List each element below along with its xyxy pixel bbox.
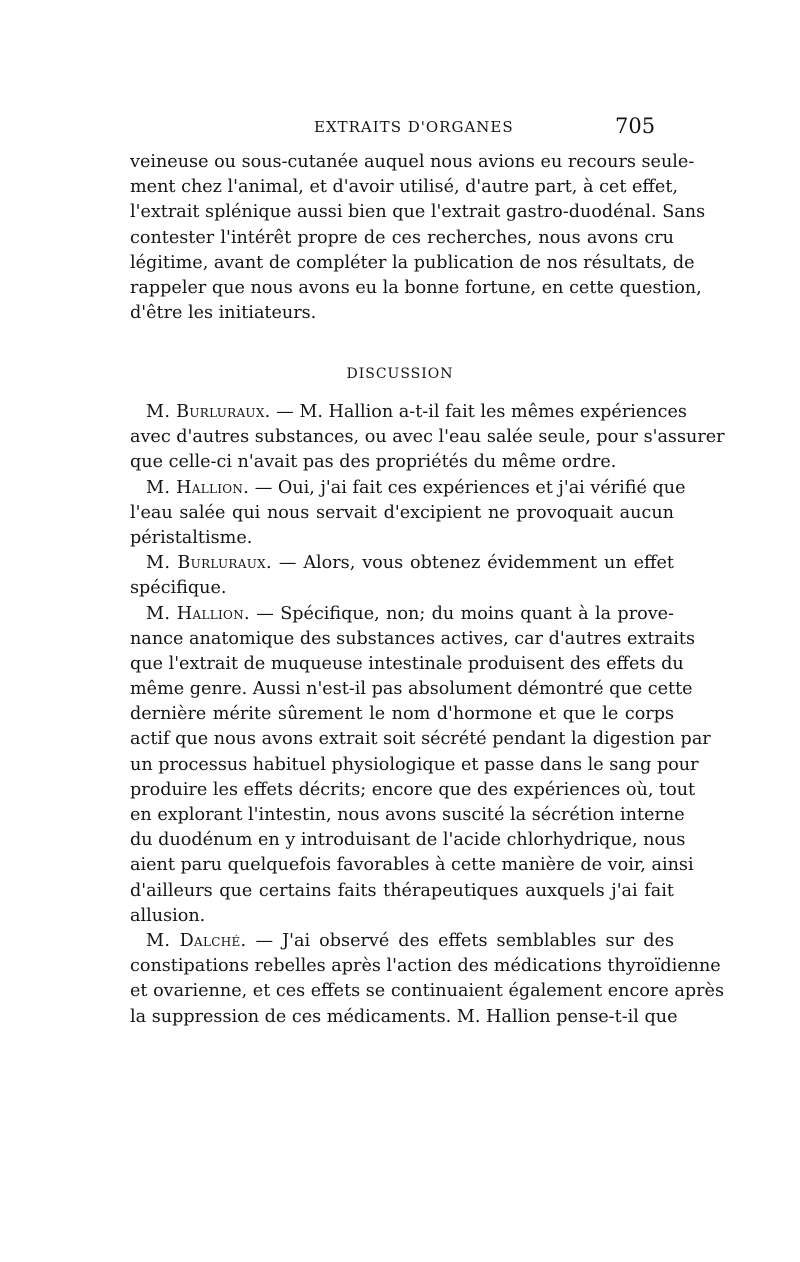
- text-line: légitime, avant de compléter la publication de nos résultats, de: [130, 252, 695, 273]
- text-line: allusion.: [130, 905, 206, 926]
- text-line: actif que nous avons extrait soit sécrété pendant la digestion par: [130, 729, 711, 750]
- text-line: ment chez l'animal, et d'avoir utilisé, d'autre part, à cet effet,: [130, 177, 678, 198]
- text-line: spécifique.: [130, 578, 227, 599]
- text-line: du duodénum en y introduisant de l'acide chlorhydrique, nous: [130, 830, 686, 851]
- text-line: la suppression de ces médicaments. M. Hallion pense-t-il que: [130, 1006, 678, 1027]
- text-line: rappeler que nous avons eu la bonne fortune, en cette question,: [130, 277, 702, 298]
- speech-text: — Alors, vous obtenez évidemment un effet: [278, 553, 675, 574]
- speaker-name: M. Hallion.: [146, 477, 250, 498]
- text-line: d'ailleurs que certains faits thérapeutiques auxquels j'ai fait: [130, 880, 674, 901]
- paragraph-first-line: [130, 929, 674, 954]
- text-line: même genre. Aussi n'est-il pas absolument démontré que cette: [130, 679, 693, 700]
- text-line: que celle-ci n'avait pas des propriétés du même ordre.: [130, 452, 617, 473]
- text-line: constipations rebelles après l'action des médications thyroïdienne: [130, 956, 721, 977]
- text-line: que l'extrait de muqueuse intestinale produisent des effets du: [130, 653, 684, 674]
- text-line: nance anatomique des substances actives, car d'autres extraits: [130, 628, 696, 649]
- running-header: EXTRAITS D'ORGANES: [314, 118, 514, 136]
- paragraph-first-line: [130, 551, 674, 576]
- text-line: et ovarienne, et ces effets se continuaient également encore après: [130, 981, 724, 1002]
- text-line: l'eau salée qui nous servait d'excipient ne provoquait aucun: [130, 502, 674, 523]
- text-line: en explorant l'intestin, nous avons suscité la sécrétion interne: [130, 805, 685, 825]
- text-line: aient paru quelquefois favorables à cette manière de voir, ainsi: [130, 855, 694, 876]
- speaker-name: M. Dalché.: [146, 930, 247, 951]
- speaker-name: M. Burluraux.: [146, 402, 271, 422]
- text-line: produire les effets décrits; encore que des expériences où, tout: [130, 779, 696, 800]
- speech-text: — J'ai observé des effets semblables sur des: [255, 930, 674, 951]
- text-line: contester l'intérêt propre de ces recherches, nous avons cru: [130, 227, 674, 248]
- intro-paragraph: [130, 150, 706, 326]
- paragraph-first-line: [130, 476, 686, 501]
- text-line: dernière mérite sûrement le nom d'hormone et que le corps: [130, 704, 674, 725]
- paragraph-first-line: [130, 400, 687, 425]
- section-title: DISCUSSION: [346, 366, 454, 382]
- page-number: 705: [615, 114, 656, 138]
- speech-text: — Spécifique, non; du moins quant à la prove-: [256, 603, 674, 624]
- text-line: avec d'autres substances, ou avec l'eau salée seule, pour s'assurer: [130, 427, 725, 448]
- discussion-body: [130, 400, 725, 1030]
- speech-text: — Oui, j'ai fait ces expériences et j'ai vérifié que: [254, 477, 686, 498]
- text-line: d'être les initiateurs.: [130, 303, 317, 324]
- speaker-name: M. Hallion.: [146, 603, 250, 624]
- text-line: veineuse ou sous-cutanée auquel nous avions eu recours seule-: [130, 152, 695, 172]
- speech-text: — M. Hallion a-t-il fait les mêmes expériences: [276, 402, 687, 422]
- text-line: un processus habituel physiologique et passe dans le sang pour: [130, 754, 699, 775]
- text-line: péristaltisme.: [130, 527, 253, 548]
- speaker-name: M. Burluraux.: [146, 553, 272, 574]
- text-line: l'extrait splénique aussi bien que l'extrait gastro-duodénal. Sans: [130, 202, 706, 223]
- paragraph-first-line: [130, 602, 674, 627]
